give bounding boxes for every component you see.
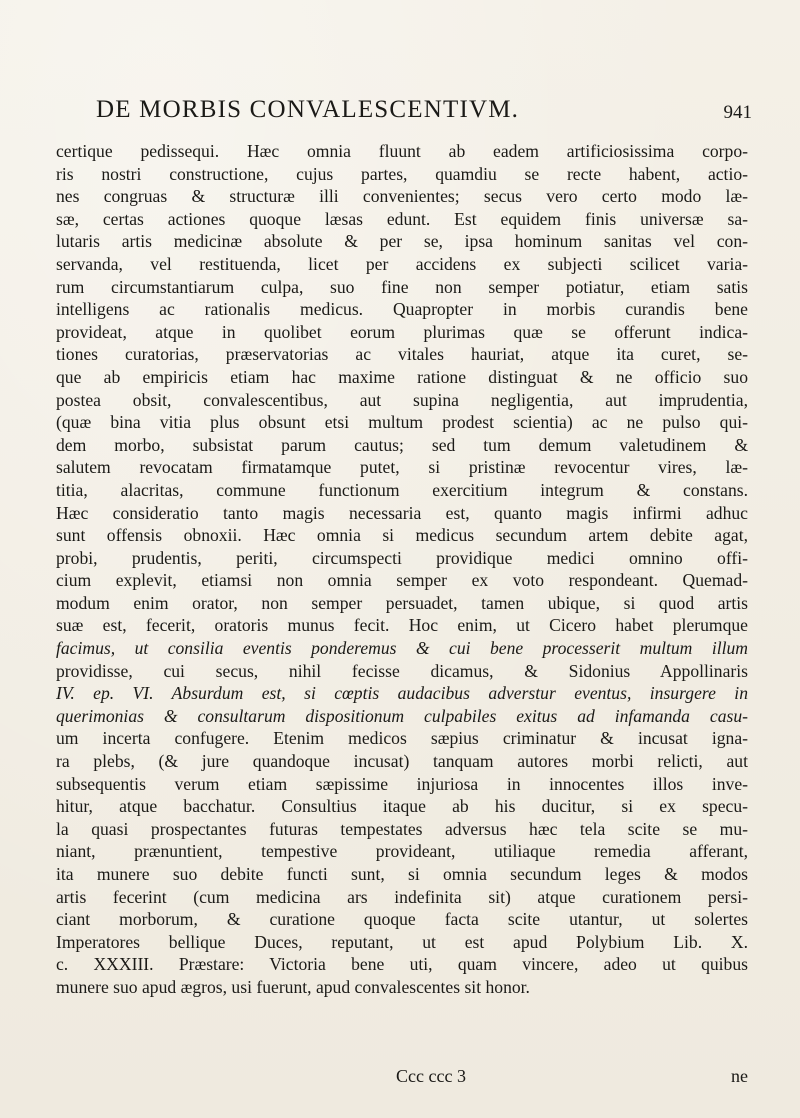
text-line: cium explevit, etiamsi non omnia semper ex voto respondeant. Quemad- [56,570,748,591]
text-line: c. XXXIII. Præstare: Victoria bene uti, quam vincere, adeo ut quibus [56,954,748,975]
text-line: (quæ bina vitia plus obsunt etsi multum prodest scientia) ac ne pulso qui- [56,412,748,433]
page-header [96,96,752,130]
body-text [56,140,748,999]
text-line: hitur, atque bacchatur. Consultius itaque ab his ducitur, si ex specu- [56,796,748,817]
catchword: ne [731,1066,748,1086]
text-line: IV. ep. VI. Absurdum est, si cœptis audacibus adverstur eventus, insurgere in [56,683,748,704]
text-line: suæ est, fecerit, oratoris munus fecit. Hoc enim, ut Cicero habet plerumque [56,615,748,636]
text-line: provideat, atque in quolibet eorum plurimas quæ se offerunt indica- [56,321,748,342]
text-line: niant, prænuntient, tempestive provideant, utiliaque remedia afferant, [56,841,748,862]
text-line: servanda, vel restituenda, licet per accidens ex subjecti scilicet varia- [56,253,748,274]
text-line: que ab empiricis etiam hac maxime ratione distinguat & ne officio suo [56,366,748,387]
text-line: rum circumstantiarum culpa, suo fine non semper potiatur, etiam satis [56,276,748,297]
text-line: titia, alacritas, commune functionum exercitium integrum & constans. [56,479,748,500]
text-line: la quasi prospectantes futuras tempestates adversus hæc tela scite se mu- [56,818,748,839]
text-line: Hæc consideratio tanto magis necessaria est, quanto magis infirmi adhuc [56,502,748,523]
text-line: certique pedissequi. Hæc omnia fluunt ab eadem artificiosissima corpo- [56,141,748,161]
running-title: DE MORBIS CONVALESCENTIVM. [96,96,520,123]
page-number: 941 [723,102,752,123]
text-line: munere suo apud ægros, usi fuerunt, apud convalescentes sit honor. [56,976,530,997]
signature-mark: Ccc ccc 3 [396,1066,466,1086]
text-line: subsequentis verum etiam sæpissime injuriosa in innocentes illos inve- [56,773,748,794]
text-line: lutaris artis medicinæ absolute & per se, ipsa hominum sanitas vel con- [56,231,748,252]
text-line: artis fecerint (cum medicina ars indefinita sit) atque curationem persi- [56,886,748,907]
text-line: ita munere suo debite functi sunt, si omnia secundum leges & modos [56,864,748,884]
text-line: tiones curatorias, præservatorias ac vitales hauriat, atque ita curet, se- [56,344,748,365]
text-line: probi, prudentis, periti, circumspecti providique medici omnino offi- [56,547,748,568]
text-line: dem morbo, subsistat parum cautus; sed tum demum valetudinem & [56,434,748,455]
text-line: Imperatores bellique Duces, reputant, ut est apud Polybium Lib. X. [56,931,748,952]
text-line: sæ, certas actiones quoque læsas edunt. Est equidem finis universæ sa- [56,208,748,229]
text-line: ra plebs, (& jure quandoque incusat) tanquam autores morbi relicti, aut [56,751,748,772]
page-footer [56,1066,748,1090]
text-line: querimonias & consultarum dispositionum culpabiles exitus ad infamanda casu- [56,705,748,726]
text-line: postea obsit, convalescentibus, aut supina negligentia, aut imprudentia, [56,389,748,410]
text-line: facimus, ut consilia eventis ponderemus & cui bene processerit multum illum [56,638,748,659]
text-line: ris nostri constructione, cujus partes, quamdiu se recte habent, actio- [56,163,748,184]
text-line: salutem revocatam firmatamque putet, si pristinæ revocentur vires, læ- [56,457,748,478]
text-line: um incerta confugere. Etenim medicos sæpius criminatur & incusat igna- [56,728,748,749]
text-line: ciant morborum, & curatione quoque facta scite utantur, ut solertes [56,909,748,930]
text-line: modum enim orator, non semper persuadet, tamen ubique, si quod artis [56,592,748,613]
text-line: providisse, cui secus, nihil fecisse dicamus, & Sidonius Appollinaris [56,660,748,681]
text-line: sunt offensis obnoxii. Hæc omnia si medicus secundum artem debite agat, [56,525,748,546]
text-line: intelligens ac rationalis medicus. Quapropter in morbis curandis bene [56,299,748,320]
text-line: nes congruas & structuræ illi convenientes; secus vero certo modo læ- [56,186,748,207]
